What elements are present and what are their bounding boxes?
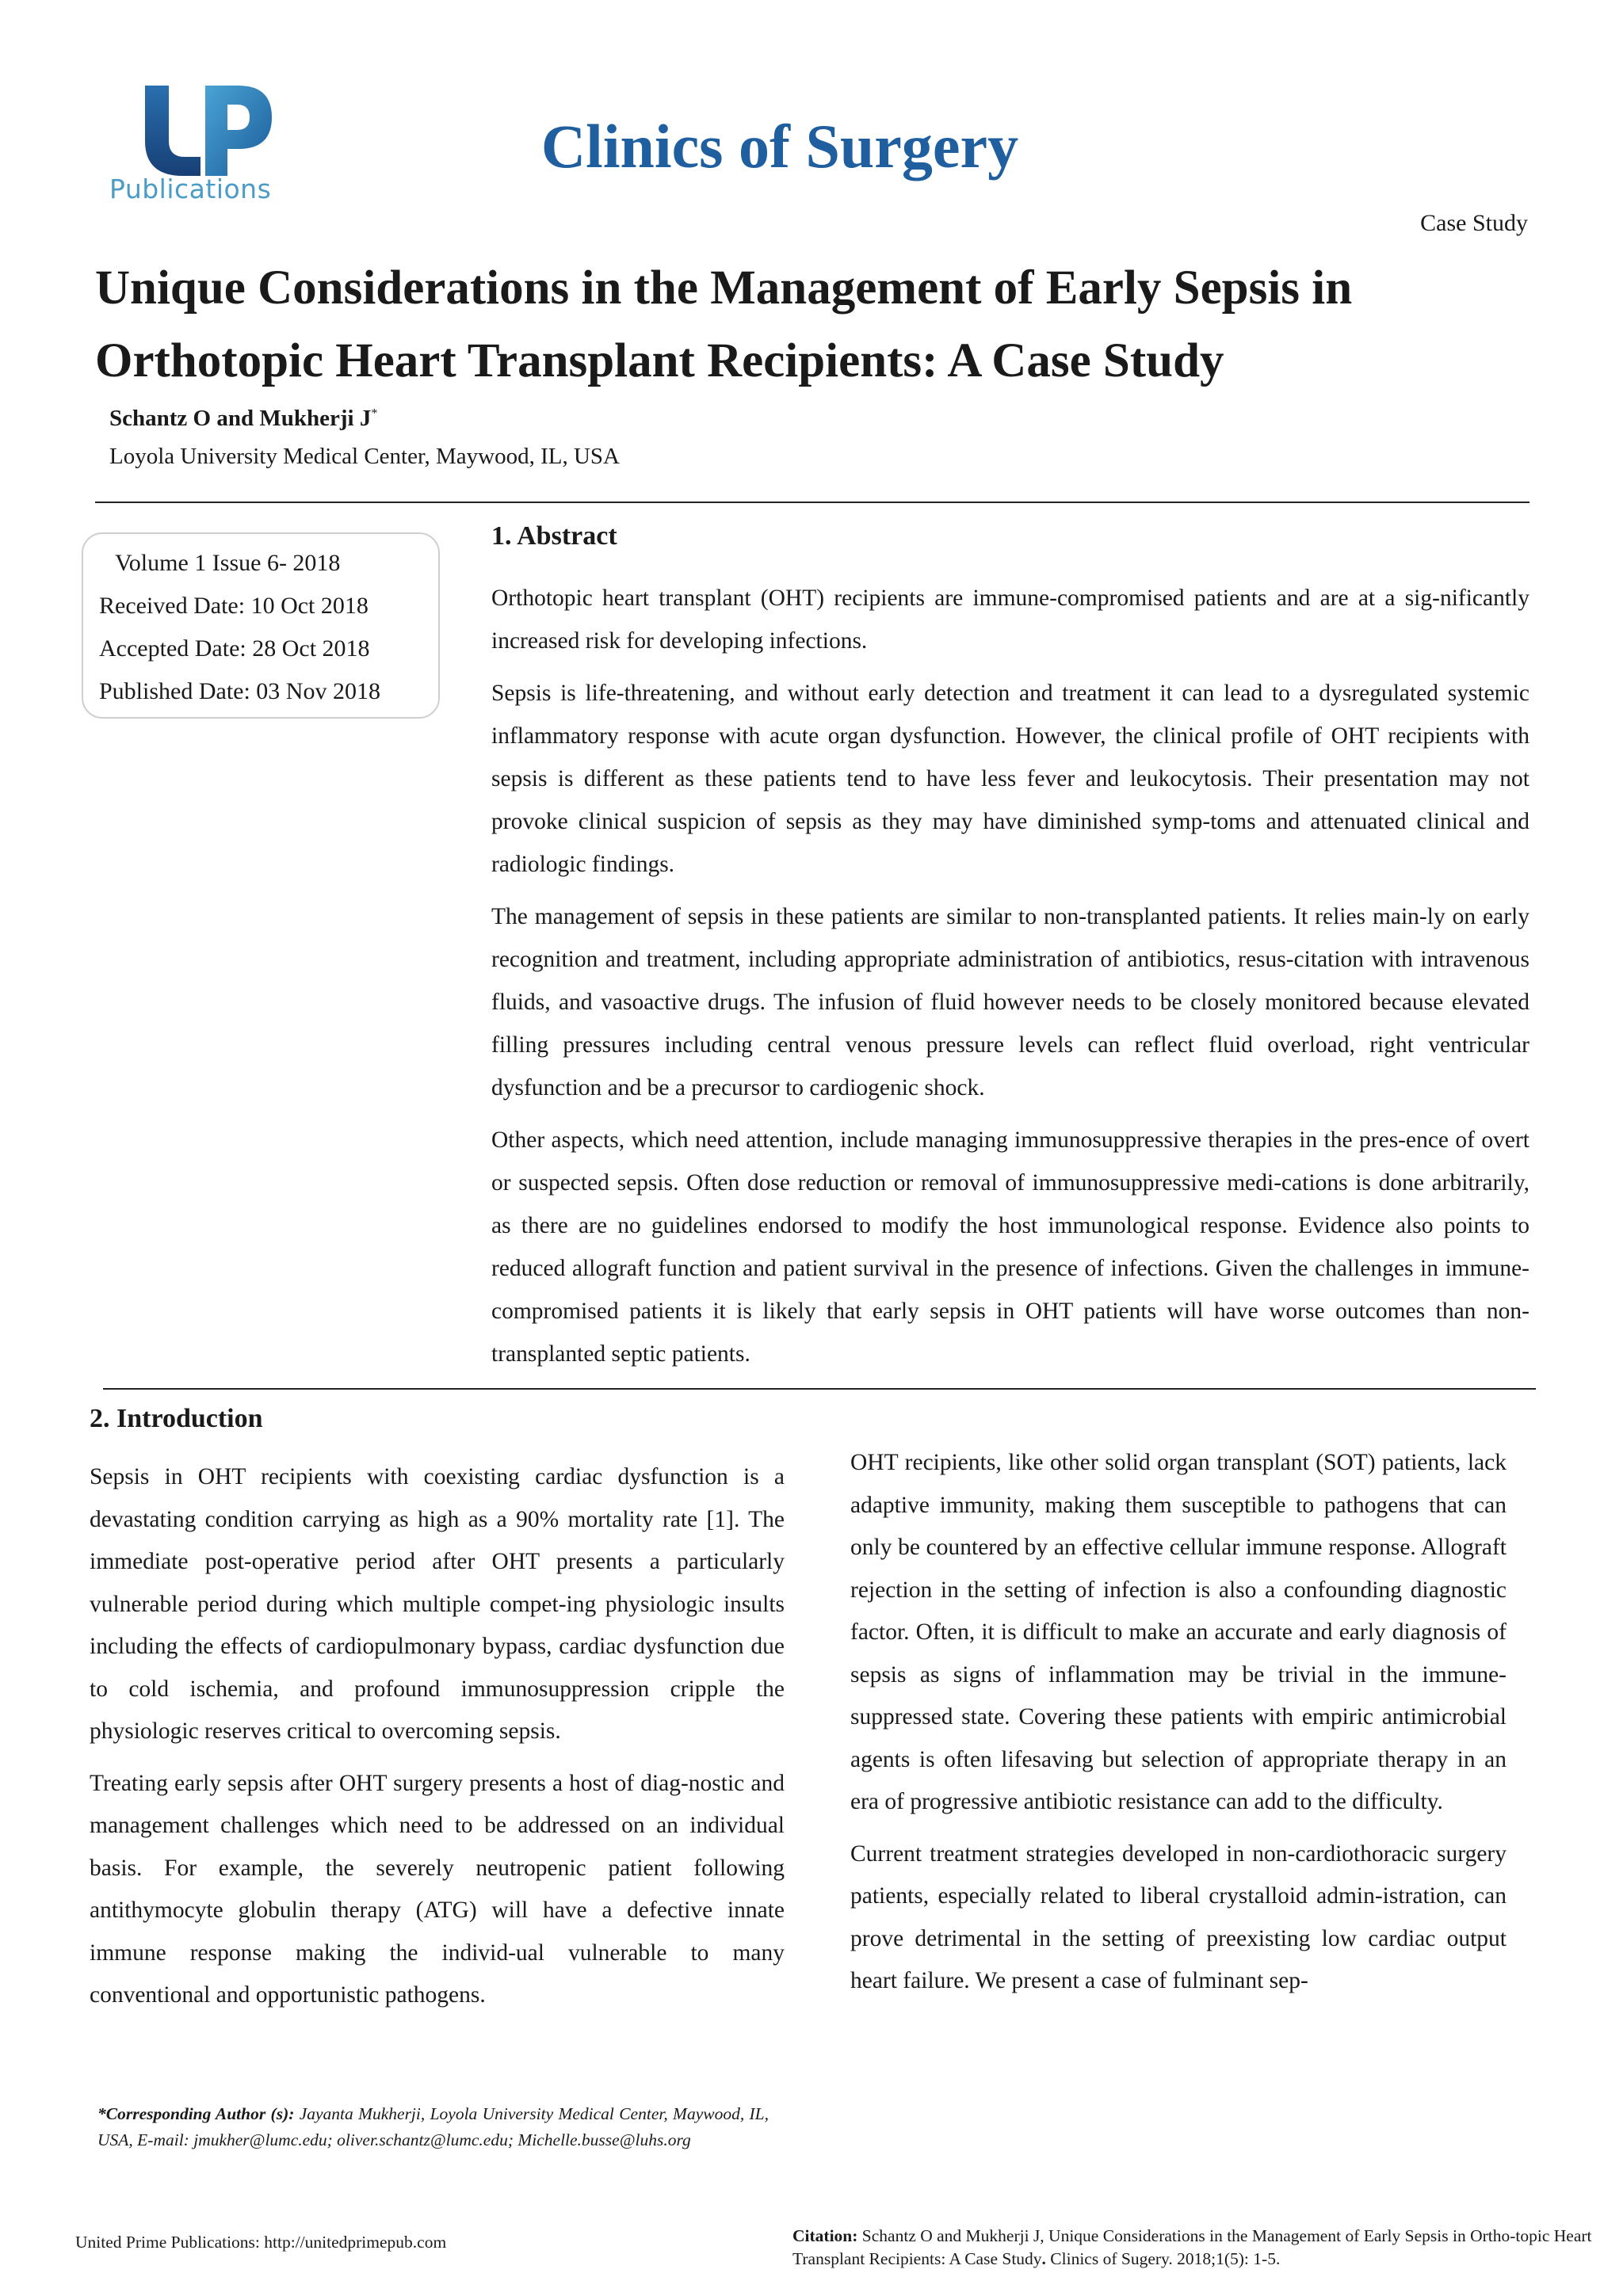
body-paragraph: Sepsis in OHT recipients with coexisting cardiac dysfunction is a devastating condition carrying as high as a 90% mortality rate [1]. The immediate post-operative period after OHT presents a particularly vulnerable period during which multiple compet-ing physiologic insults including the effects of cardiopulmonary bypass, cardiac dysfunction due to cold ischemia, and profound immunosuppression cripple the physiologic reserves critical to overcoming sepsis. [90,1464,785,1744]
article-type: Case Study [1420,210,1528,236]
introduction-right-column [850,1442,1507,2012]
introduction-heading: 2. Introduction [90,1404,263,1433]
volume-issue: Volume 1 Issue 6- 2018 [115,550,341,576]
article-info-box [82,532,440,719]
section-divider [103,1388,1536,1390]
published-date: Published Date: 03 Nov 2018 [99,678,380,704]
article-title: Unique Considerations in the Management of Early Sepsis in Orthotopic Heart Transplant Recipients: A Case Study [95,261,1353,387]
abstract-paragraph: Other aspects, which need attention, include managing immunosuppressive therapies in the pres-ence of overt or suspected sepsis. Often dose reduction or removal of immunosuppressive medi-cations is done arbitrarily, as there are no guidelines endorsed to modify the host immunological response. Evidence also points to reduced allograft function and patient survival in the presence of infections. Given the challenges in immune-compromised patients it is likely that early sepsis in OHT patients will have worse outcomes than non-transplanted septic patients. [491,1127,1529,1367]
abstract-paragraph: Orthotopic heart transplant (OHT) recipients are immune-compromised patients and are at a sig-nificantly increased risk for developing infections. [491,585,1529,654]
authors: Schantz O and Mukherji J* [109,406,378,431]
corresponding-author-footnote: *Corresponding Author (s): Jayanta Mukherji, Loyola University Medical Center, Maywood, IL, USA, E-mail: jmukher@lumc.edu; oliver.schantz@lumc.edu; Michelle.busse@luhs.org [97,2104,769,2149]
logo-publications-text: Publications [109,174,272,204]
footer-publisher: United Prime Publications: http://unitedprimepub.com [75,2233,447,2252]
affiliation: Loyola University Medical Center, Maywood, IL, USA [109,444,620,469]
body-paragraph: Treating early sepsis after OHT surgery presents a host of diag-nostic and management challenges which need to be addressed on an individual basis. For example, the severely neutropenic patient following antithymocyte globulin therapy (ATG) will have a defective innate immune response making the individ-ual vulnerable to many conventional and opportunistic pathogens. [90,1770,785,2008]
abstract-heading: 1. Abstract [491,521,617,551]
abstract-paragraph: The management of sepsis in these patients are similar to non-transplanted patients. It relies main-ly on early recognition and treatment, including appropriate administration of antibiotics, resus-citation with intravenous fluids, and vasoactive drugs. The infusion of fluid however needs to be closely monitored because elevated filling pressures including central venous pressure levels can reflect fluid overload, right ventricular dysfunction and be a precursor to cardiogenic shock. [491,904,1529,1100]
footer-citation: Citation: Schantz O and Mukherji J, Unique Considerations in the Management of Early Sepsis in Ortho-topic Heart Transplant Recipients: A Case Study. Clinics of Sugery. 2018;1(5): 1-5. [792,2226,1592,2268]
accepted-date: Accepted Date: 28 Oct 2018 [99,635,370,662]
header-divider [95,502,1529,503]
abstract-paragraph: Sepsis is life-threatening, and without early detection and treatment it can lead to a dysregulated systemic inflammatory response with acute organ dysfunction. However, the clinical profile of OHT recipients with sepsis is different as these patients tend to have less fever and leukocytosis. Their presentation may not provoke clinical suspicion of sepsis as they may have diminished symp-toms and attenuated clinical and radiologic findings. [491,681,1529,877]
introduction-left-column [90,1456,785,2027]
corresponding-mark: * [371,406,378,421]
journal-title: Clinics of Surgery [540,112,1019,181]
body-paragraph: OHT recipients, like other solid organ transplant (SOT) patients, lack adaptive immunity, making them susceptible to pathogens that can only be countered by an effective cellular immune response. Allograft rejection in the setting of infection is also a confounding diagnostic factor. Often, it is difficult to make an accurate and early diagnosis of sepsis as signs of inflammation may be trivial in the immune-suppressed state. Covering these patients with empiric antimicrobial agents is often lifesaving but selection of appropriate therapy in an era of progressive antibiotic resistance can add to the difficulty. [850,1450,1507,1814]
received-date: Received Date: 10 Oct 2018 [99,593,369,619]
abstract-body [491,577,1529,1385]
body-paragraph: Current treatment strategies developed in non-cardiothoracic surgery patients, especially related to liberal crystalloid admin-istration, can prove detrimental in the setting of preexisting low cardiac output heart failure. We present a case of fulminant sep- [850,1840,1507,1993]
